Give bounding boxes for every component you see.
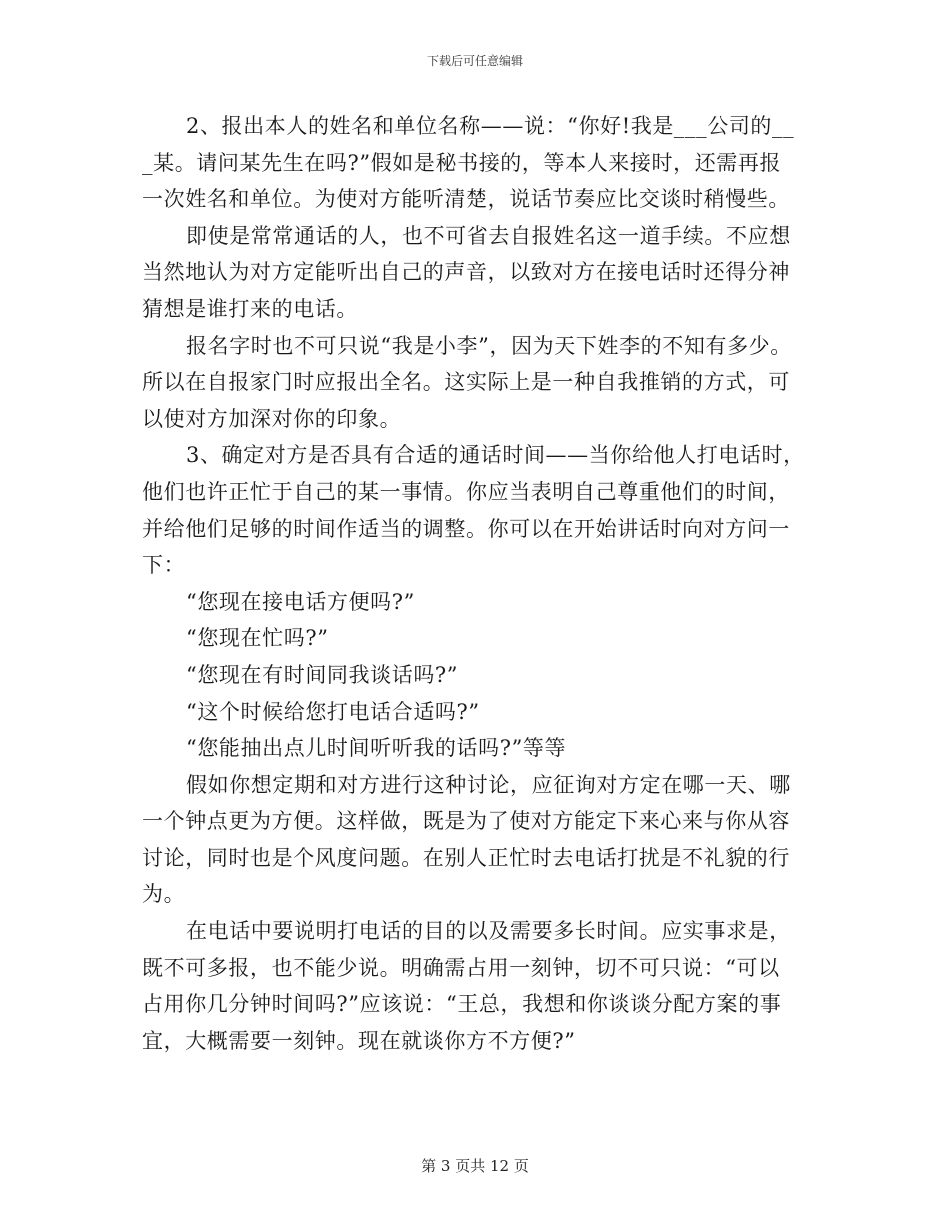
- page-number: 第 3 页共 12 页: [421, 1157, 529, 1175]
- text-line: 3、确定对方是否具有合适的通话时间——当你给他人打电话时，: [186, 443, 805, 468]
- text-line: 在电话中要说明打电话的目的以及需要多长时间。应实事求是，: [186, 919, 791, 944]
- text-line: 猜想是谁打来的电话。: [142, 296, 358, 321]
- text-line: 下：: [142, 553, 186, 578]
- text-line: “您现在忙吗?”: [186, 626, 329, 651]
- text-line: 当然地认为对方定能听出自己的声音，以致对方在接电话时还得分神: [142, 260, 790, 285]
- text-line: “您现在有时间同我谈话吗?”: [186, 662, 459, 687]
- page-header-note: 下载后可任意编辑: [426, 54, 523, 68]
- text-line: 所以在自报家门时应报出全名。这实际上是一种自我推销的方式，可: [142, 370, 790, 395]
- text-line: 即使是常常通话的人，也不可省去自报姓名这一道手续。不应想: [186, 223, 791, 248]
- text-line: 占用你几分钟时间吗?”应该说：“王总，我想和你谈谈分配方案的事: [142, 992, 782, 1017]
- text-line: 宜，大概需要一刻钟。现在就谈你方不方便?”: [142, 1028, 576, 1053]
- text-line: 既不可多报，也不能少说。明确需占用一刻钟，切不可只说：“可以: [142, 955, 780, 980]
- text-line: _某。请问某先生在吗?”假如是秘书接的，等本人来接时，还需再报: [142, 150, 782, 175]
- text-line: 一个钟点更为方便。这样做，既是为了使对方能定下来心来与你从容: [142, 809, 790, 834]
- text-line: 并给他们足够的时间作适当的调整。你可以在开始讲话时向对方问一: [142, 516, 790, 541]
- text-line: 报名字时也不可只说“我是小李”，因为天下姓李的不知有多少。: [186, 333, 792, 358]
- text-line: “这个时候给您打电话合适吗?”: [186, 699, 480, 724]
- text-line: 为。: [142, 882, 186, 907]
- text-line: 他们也许正忙于自己的某一事情。你应当表明自己尊重他们的时间，: [142, 479, 790, 504]
- text-line: 讨论，同时也是个风度问题。在别人正忙时去电话打扰是不礼貌的行: [142, 845, 790, 870]
- text-line: “您能抽出点儿时间听听我的话吗?”等等: [186, 736, 567, 761]
- text-line: 以使对方加深对你的印象。: [142, 406, 402, 431]
- document-body: [142, 108, 812, 1059]
- text-line: 2、报出本人的姓名和单位名称——说：“你好!我是___公司的__: [186, 114, 795, 138]
- text-line: 一次姓名和单位。为使对方能听清楚，说话节奏应比交谈时稍慢些。: [142, 187, 790, 212]
- text-line: 假如你想定期和对方进行这种讨论，应征询对方定在哪一天、哪: [186, 772, 791, 797]
- text-line: “您现在接电话方便吗?”: [186, 589, 415, 614]
